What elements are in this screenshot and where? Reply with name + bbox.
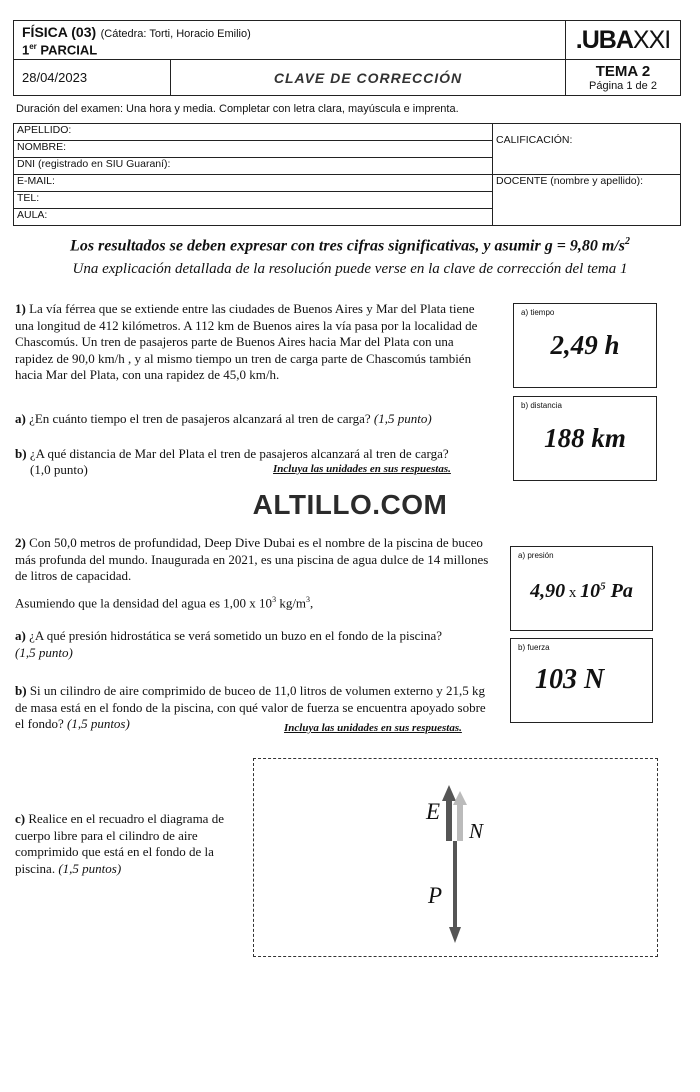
exam-date: 28/04/2023 — [14, 60, 171, 96]
altillo-watermark: ALTILLO.COM — [252, 489, 448, 520]
answer-value: 188 km — [544, 423, 626, 453]
q1-statement: 1) La vía férrea que se extiende entre las ciudades de Buenos Aires y Mar del Plata tiene una longitud de 412 kilómetros. A 112 km de Buenos aires la vía pasa por la localidad de Chascomús. Un tren de pasajeros parte de Buenos Aires hacia Mar del Plata con una rapidez de 90,0 km/h , y al mismo tiempo un tren de carga parte de Chascomús también hacia Mar del Plata, con una rapidez de 45,0 km/h. — [15, 301, 478, 382]
field-aula[interactable]: AULA: — [14, 209, 493, 226]
page-number: Página 1 de 2 — [589, 79, 657, 92]
subject-cell — [14, 21, 566, 60]
chair-name: (Cátedra: Torti, Horacio Emilio) — [100, 28, 251, 40]
exam-type: 1er PARCIAL — [22, 42, 98, 58]
force-label-P: P — [428, 883, 443, 908]
answer-box-pressure[interactable] — [510, 546, 653, 631]
field-email[interactable]: E-MAIL: — [14, 175, 493, 192]
q1b: b) ¿A qué distancia de Mar del Plata el tren de pasajeros alcanzará al tren de carga? — [15, 446, 449, 461]
tema-cell — [566, 60, 681, 96]
answer-value: 4,90 x $10^5$ Pa — [530, 580, 633, 602]
answer-value: 2,49 h — [550, 330, 620, 360]
field-tel[interactable]: TEL: — [14, 192, 493, 209]
free-body-diagram — [254, 759, 657, 956]
answer-box-label: a) tiempo — [521, 308, 555, 317]
answer-box-time[interactable] — [513, 303, 657, 388]
normal-arrowhead — [453, 791, 467, 805]
field-nombre[interactable]: NOMBRE: — [14, 141, 493, 158]
q2-units-note: Incluya las unidades en sus respuestas. — [284, 722, 462, 734]
answer-value: 103 N — [535, 664, 605, 695]
uba-xxi-logo: .UBAXXI — [566, 21, 681, 60]
subject-title: FÍSICA (03) — [22, 24, 97, 40]
student-data-table — [13, 123, 681, 226]
exam-duration: Duración del examen: Una hora y media. Completar con letra clara, mayúscula e imprenta. — [16, 103, 459, 115]
field-dni[interactable]: DNI (registrado en SIU Guaraní): — [14, 158, 493, 175]
answer-box-label: b) distancia — [521, 401, 562, 410]
field-apellido[interactable]: APELLIDO: — [14, 124, 493, 141]
answer-box-label: b) fuerza — [518, 643, 550, 652]
force-label-E: E — [426, 799, 441, 824]
q2b: b) Si un cilindro de aire comprimido de buceo de 11,0 litros de volumen externo y 21,5 kg de masa está en el fondo de la piscina, con qué valor de fuerza se encuentra apoyado sobre el fondo? (1,5 puntos) — [15, 683, 486, 731]
force-label-N: N — [469, 819, 484, 843]
teacher-field[interactable]: DOCENTE (nombre y apellido): — [493, 175, 681, 226]
exam-header — [13, 20, 681, 96]
answer-box-force[interactable] — [510, 638, 653, 723]
answer-key-title: CLAVE DE CORRECCIÓN — [171, 60, 566, 96]
q2c: c) Realice en el recuadro el diagrama de cuerpo libre para el cilindro de aire comprimido que está en el fondo de la piscina. (1,5 puntos) — [15, 811, 224, 876]
grade-field[interactable]: CALIFICACIÓN: — [493, 124, 681, 175]
q1b-points: (1,0 punto) — [30, 462, 88, 477]
free-body-diagram-box[interactable] — [253, 758, 658, 957]
answer-box-distance[interactable] — [513, 396, 657, 481]
q1-units-note: Incluya las unidades en sus respuestas. — [273, 463, 451, 475]
significant-figures-notice: Los resultados se deben expresar con tres cifras significativas, y asumir g = 9,80 $m/s^2$ — [70, 236, 630, 255]
tema-label: TEMA 2 — [595, 62, 651, 80]
buoyancy-arrowhead — [442, 785, 456, 801]
q2a: a) ¿A qué presión hidrostática se verá sometido un buzo en el fondo de la piscina? (1,5 punto) — [15, 628, 443, 660]
weight-arrowhead — [449, 927, 461, 943]
q1a: a) ¿En cuánto tiempo el tren de pasajeros alcanzará al tren de carga? (1,5 punto) — [15, 411, 432, 426]
q2-density: Asumiendo que la densidad del agua es 1,00 x $10^3$ $kg/m^3$, — [15, 595, 314, 611]
q2-statement: 2) Con 50,0 metros de profundidad, Deep Dive Dubai es el nombre de la piscina de buceo más profunda del mundo. Inaugurada en 2021, es una piscina de agua dulce de 14 millones de litros de capacidad. — [15, 535, 489, 583]
explanation-notice: Una explicación detallada de la resolución puede verse en la clave de corrección del tema 1 — [72, 261, 628, 277]
answer-box-label: a) presión — [518, 551, 554, 560]
